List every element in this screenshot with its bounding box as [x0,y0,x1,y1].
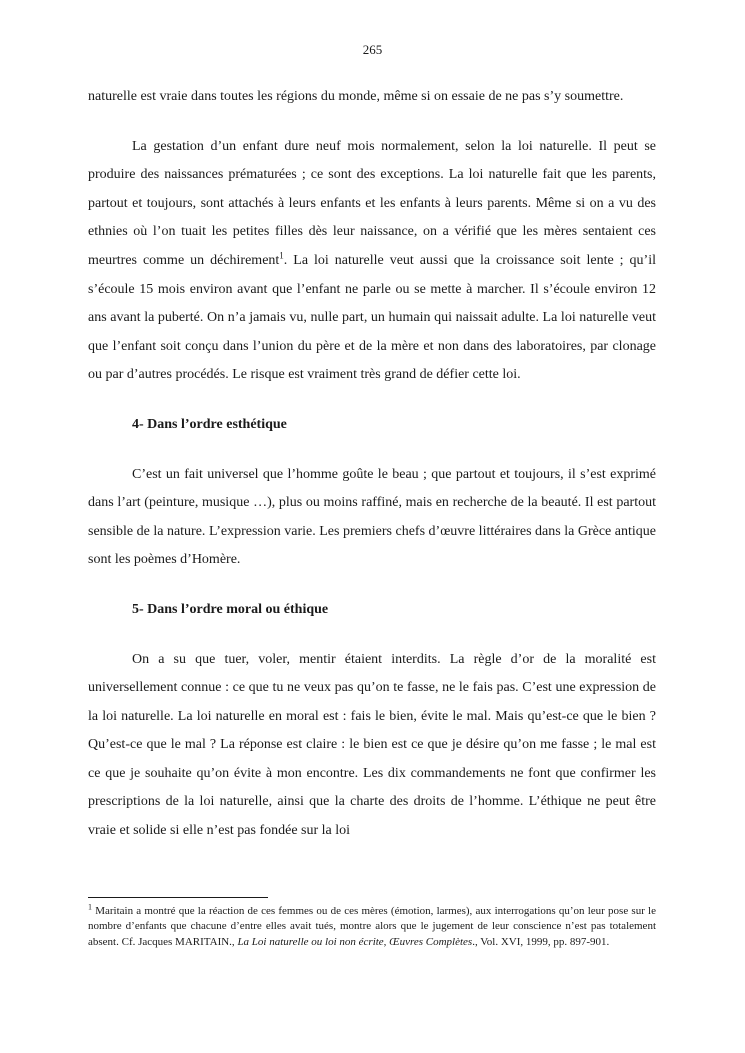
paragraph-gestation-part1: La gestation d’un enfant dure neuf mois normalement, selon la loi naturelle. Il peut se produire des naissances prématurées ; ce sont des exceptions. La loi naturelle fait que les parents, partout et toujours, sont attachés à leurs enfants et les enfants à leurs parents. Même si on a vu des ethnies où l’on tuait les petites filles dès leur naissance, on a vérifié que les mères sentaient ces meurtres comme un déchirement [88,138,656,268]
paragraph-moral: On a su que tuer, voler, mentir étaient interdits. La règle d’or de la moralité est universellement connue : ce que tu ne veux pas qu’on te fasse, ne le fais pas. C’est une expression de la loi naturelle. La loi naturelle en moral est : fais le bien, évite le mal. Mais qu’est-ce que le bien ? Qu’est-ce que le mal ? La réponse est claire : le bien est ce que je désire qu’on me fasse ; le mal est ce que je souhaite qu’on évite à mon encontre. Les dix commandements ne font que confirmer les prescriptions de la loi naturelle, ainsi que la charte des droits de l’homme. L’éthique ne peut être vraie et solide si elle n’est pas fondée sur la loi [88,651,656,839]
footnote-book-title: La Loi naturelle ou loi non écrite, Œuvres Complètes [237,935,473,948]
page-number: 265 [362,42,383,57]
paragraph-gestation-part2: . La loi naturelle veut aussi que la croissance soit lente ; qu’il s’écoule 15 mois environ avant que l’enfant ne parle ou se mette à marcher. Il s’écoule environ 12 ans avant la puberté. On n’a jamais vu, nulle part, un humain qui naissait adulte. La loi naturelle veut que l’enfant soit conçu dans l’union du père et de la mère et non dans des laboratoires, par clonage ou par d’autres procédés. Le risque est vraiment très grand de défier cette loi. [88,252,656,383]
footnote-text-part1: Maritain a montré que la réaction de ces femmes ou de ces mères (émotion, larmes), aux interrogations qu’on leur pose sur le nombre d’enfants que chacune d’entre elles avait tués, montre alors que le jugement de leur conscience n’est pas totalement absent. Cf. Jacques MARITAIN., [88,905,656,948]
section-heading-moral: 5- Dans l’ordre moral ou éthique [132,601,329,617]
paragraph-gestation [88,133,656,390]
footnote [88,904,656,950]
footnote-reference[interactable]: 1 [279,250,284,261]
footnote-text-part2: ., Vol. XVI, 1999, pp. 897-901. [472,935,610,948]
body-text [88,83,656,846]
paragraph-esthetique: C’est un fait universel que l’homme goûte le beau ; que partout et toujours, il s’est exprimé dans l’art (peinture, musique …), plus ou moins raffiné, mais en recherche de la beauté. Il est partout sensible de la nature. L’expression varie. Les premiers chefs d’œuvre littéraires dans la Grèce antique sont les poèmes d’Homère. [88,466,656,568]
footnote-divider [88,897,268,898]
section-heading-esthetique: 4- Dans l’ordre esthétique [132,416,287,432]
footnote-marker: 1 [88,902,92,912]
paragraph-continuation: naturelle est vraie dans toutes les régions du monde, même si on essaie de ne pas s’y soumettre. [88,89,624,104]
